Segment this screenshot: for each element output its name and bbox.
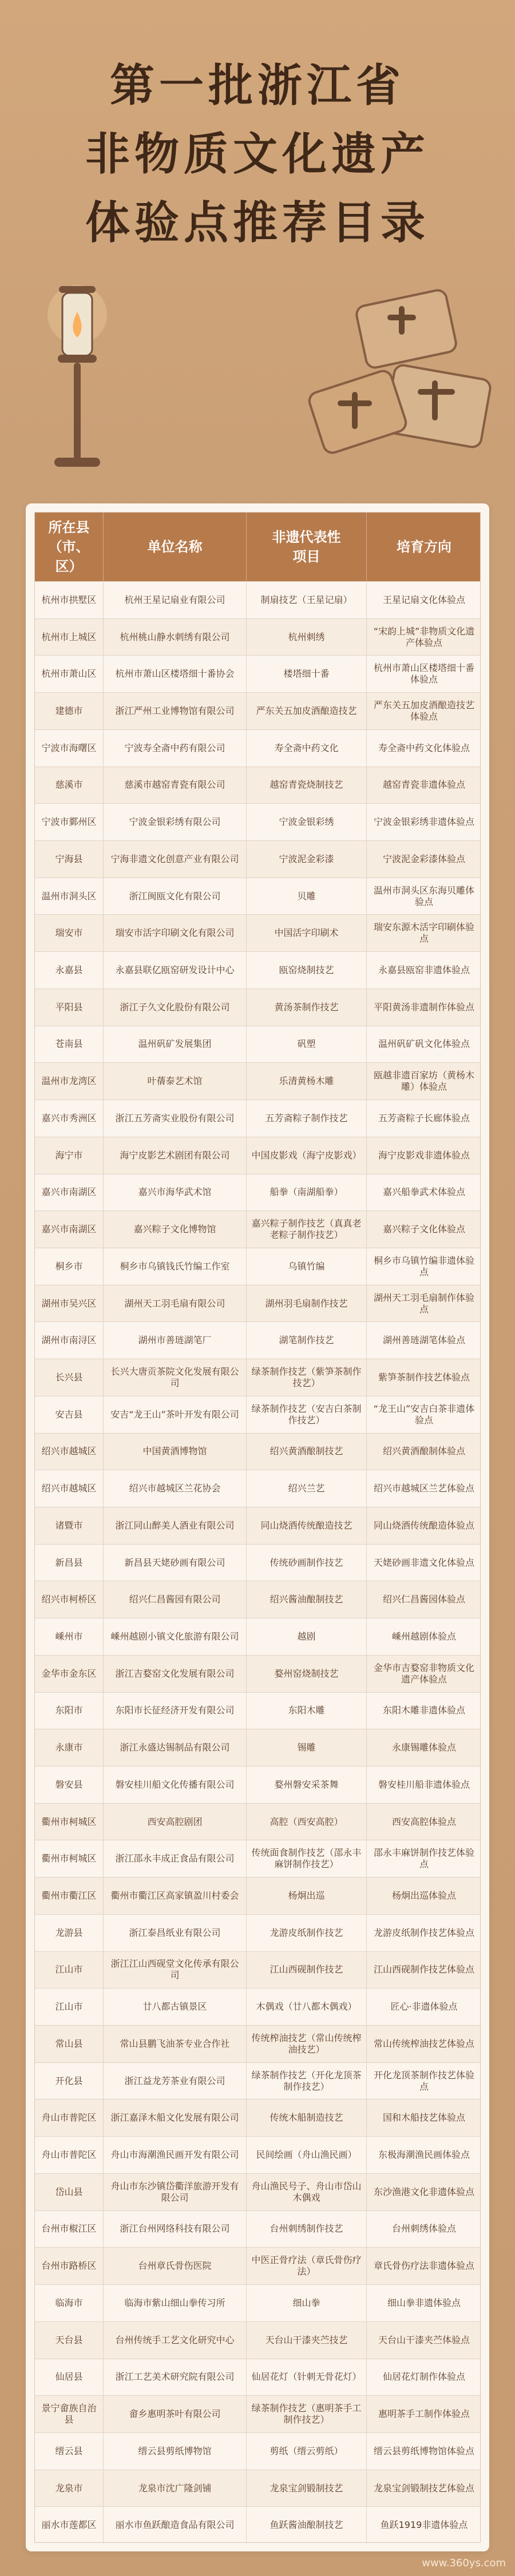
cell-county: 桐乡市	[35, 1248, 104, 1285]
cell-cultivation-direction: 严东关五加皮酒酿造技艺体验点	[373, 700, 474, 723]
cell-county: 杭州市拱墅区	[35, 582, 104, 618]
cell-county: 江山市	[35, 1988, 104, 2025]
cell-unit-name: 湖州市善琏湖笔厂	[104, 1322, 247, 1359]
cell-heritage-project: 寿全斋中药文化	[247, 730, 367, 767]
cell-heritage-project: 绿茶制作技艺（安吉白茶制作技艺）	[247, 1396, 367, 1433]
cell-county: 龙游县	[35, 1915, 104, 1951]
table-row	[35, 840, 480, 878]
cell-unit-name: 绍兴市越城区兰花协会	[104, 1470, 247, 1507]
table-row	[35, 2099, 480, 2136]
cell-county: 宁波市海曙区	[35, 730, 104, 767]
cell-cultivation-direction: 细山拳非遗体验点	[387, 2297, 461, 2308]
cell-cultivation-direction: 鱼跃1919非遗体验点	[380, 2519, 468, 2531]
table-row	[35, 2062, 480, 2099]
cell-heritage-project: 天台山干漆夹苎技艺	[247, 2322, 367, 2359]
table-row	[35, 581, 480, 618]
cell-unit-name: 宁波寿全斋中药有限公司	[104, 730, 247, 767]
cell-county: 温州市洞头区	[35, 878, 104, 915]
cell-county: 东阳市	[35, 1693, 104, 1729]
cell-unit-name: 廿八都古镇景区	[104, 1988, 247, 2025]
cell-unit-name: 舟山市东沙镇岱衢洋旅游开发有限公司	[104, 2174, 247, 2210]
table-row	[35, 2395, 480, 2432]
cell-unit-name: 海宁皮影艺术剧团有限公司	[104, 1137, 247, 1174]
cell-cultivation-direction: 永康锡雕体验点	[391, 1742, 456, 1753]
cell-cultivation-direction: 绍兴黄酒酿制体验点	[382, 1446, 465, 1457]
cell-heritage-project: 鱼跃酱油酿制技艺	[247, 2507, 367, 2543]
cell-cultivation-direction: 湖州善琏湖笔体验点	[382, 1335, 465, 1346]
table-row	[35, 2432, 480, 2470]
cell-cultivation-direction: 紫笋茶制作技艺体验点	[378, 1371, 470, 1383]
watermark: www.360ys.com	[422, 2557, 506, 2569]
table-row	[35, 2321, 480, 2359]
cell-county: 台州市椒江区	[35, 2211, 104, 2248]
cell-unit-name: 浙江五芳斋实业股份有限公司	[104, 1100, 247, 1137]
cell-heritage-project: 剪纸（缙云剪纸）	[247, 2433, 367, 2470]
cell-county: 新昌县	[35, 1545, 104, 1581]
cell-county: 杭州市萧山区	[35, 656, 104, 692]
cell-heritage-project: 乌镇竹编	[247, 1248, 367, 1285]
cell-cultivation-direction: 国和木船技艺体验点	[382, 2112, 465, 2123]
table-row	[35, 767, 480, 804]
table-row	[35, 1581, 480, 1618]
cell-cultivation-direction: 惠明茶手工制作体验点	[378, 2408, 470, 2420]
table-row	[35, 1321, 480, 1359]
cell-heritage-project: 传统面食制作技艺（邵永丰麻饼制作技艺）	[247, 1840, 367, 1877]
table-row	[35, 1655, 480, 1692]
cell-cultivation-direction: 东沙渔港文化非遗体验点	[373, 2186, 474, 2197]
cell-unit-name: 丽水市鱼跃酿造食品有限公司	[104, 2507, 247, 2543]
header-unit-name: 单位名称	[104, 513, 247, 581]
cell-heritage-project: 宁波金银彩绣	[247, 804, 367, 840]
cell-county: 嘉兴市南湖区	[35, 1211, 104, 1248]
cell-cultivation-direction: 缙云县剪纸博物馆体验点	[373, 2445, 474, 2456]
table-row	[35, 2025, 480, 2062]
cell-unit-name: 杭州桃山静水刺绣有限公司	[104, 619, 247, 656]
cell-heritage-project: 绿茶制作技艺（开化龙顶茶制作技艺）	[247, 2063, 367, 2099]
table-row	[35, 1174, 480, 1211]
cell-cultivation-direction: 嵊州越剧体验点	[391, 1630, 456, 1642]
cell-cultivation-direction: 王星记扇文化体验点	[382, 594, 465, 605]
cell-county: 缙云县	[35, 2433, 104, 2470]
cell-heritage-project: 绍兴黄酒酿制技艺	[247, 1434, 367, 1470]
cell-cultivation-direction: 常山传统榨油技艺体验点	[373, 2038, 474, 2049]
cell-cultivation-direction: 寿全斋中药文化体验点	[378, 742, 470, 753]
table-row	[35, 692, 480, 729]
cell-unit-name: 浙江吉婺窑文化发展有限公司	[104, 1656, 247, 1692]
cell-unit-name: 浙江工艺美术研究院有限公司	[104, 2359, 247, 2396]
cell-unit-name: 浙江永盛达锡制品有限公司	[104, 1729, 247, 1766]
cell-county: 舟山市普陀区	[35, 2137, 104, 2173]
cell-heritage-project: 杨炯出巡	[247, 1878, 367, 1914]
cell-cultivation-direction: 宁波泥金彩漆体验点	[382, 853, 465, 864]
cell-unit-name: 嵊州越剧小镇文化旅游有限公司	[104, 1618, 247, 1655]
cell-county: 长兴县	[35, 1359, 104, 1396]
cell-cultivation-direction: “龙王山”安吉白茶非遗体验点	[373, 1403, 475, 1426]
cell-cultivation-direction: 章氏骨伤疗法非遗体验点	[373, 2260, 474, 2272]
page-title-line-1: 第一批浙江省	[109, 60, 405, 112]
cell-heritage-project: 民间绘画（舟山渔民画）	[247, 2137, 367, 2173]
table-row	[35, 1803, 480, 1840]
cell-unit-name: 叶蒨泰艺术馆	[104, 1063, 247, 1100]
table-row	[35, 1100, 480, 1137]
cell-cultivation-direction: 匠心·非遗体验点	[390, 2001, 458, 2013]
cell-county: 海宁市	[35, 1137, 104, 1174]
cell-heritage-project: 仙居花灯（针刺无骨花灯）	[247, 2359, 367, 2396]
directory-table	[34, 512, 481, 2543]
cell-cultivation-direction: 磐安桂川船非遗体验点	[378, 1779, 470, 1790]
cell-unit-name: 永嘉县联亿瓯窑研发设计中心	[104, 952, 247, 989]
cell-county: 永嘉县	[35, 952, 104, 989]
cell-cultivation-direction: 东阳木雕非遗体验点	[382, 1705, 465, 1716]
header-county: 所在县 （市、区）	[35, 513, 104, 581]
cell-cultivation-direction: 永嘉县瓯窑非遗体验点	[378, 964, 470, 976]
cell-heritage-project: 越剧	[247, 1618, 367, 1655]
cell-heritage-project: 中国活字印刷术	[247, 915, 367, 951]
cell-heritage-project: 乐清黄杨木雕	[247, 1063, 367, 1100]
cell-county: 嘉兴市南湖区	[35, 1174, 104, 1211]
cell-heritage-project: 锡雕	[247, 1729, 367, 1766]
cell-unit-name: 安吉“龙王山”茶叶开发有限公司	[104, 1396, 247, 1433]
cell-county: 衢州市柯城区	[35, 1804, 104, 1840]
table-row	[35, 2136, 480, 2173]
table-row	[35, 1951, 480, 1988]
cell-unit-name: 湖州天工羽毛扇有限公司	[104, 1285, 247, 1322]
cell-county: 永康市	[35, 1729, 104, 1766]
cell-unit-name: 绍兴仁昌酱园有限公司	[104, 1581, 247, 1618]
cell-county: 常山县	[35, 2026, 104, 2062]
cell-county: 龙泉市	[35, 2470, 104, 2507]
cell-county: 苍南县	[35, 1026, 104, 1063]
cell-cultivation-direction: 龙泉宝剑锻制技艺体验点	[373, 2482, 474, 2494]
cell-cultivation-direction: “宋韵上城”非物质文化遗产体验点	[373, 625, 475, 648]
table-row	[35, 1766, 480, 1803]
cell-heritage-project: 楼塔细十番	[247, 656, 367, 692]
cell-heritage-project: 贝雕	[247, 878, 367, 915]
cell-unit-name: 浙江严州工业博物馆有限公司	[104, 693, 247, 729]
cell-unit-name: 东阳市长征经济开发有限公司	[104, 1693, 247, 1729]
cell-unit-name: 台州传统手工艺文化研究中心	[104, 2322, 247, 2359]
table-row	[35, 1618, 480, 1655]
cell-heritage-project: 黄汤茶制作技艺	[247, 989, 367, 1026]
cell-heritage-project: 同山烧酒传统酿造技艺	[247, 1507, 367, 1544]
page-title-line-3: 体验点推荐目录	[85, 197, 430, 249]
table-row	[35, 878, 480, 915]
cell-county: 岱山县	[35, 2174, 104, 2210]
cell-heritage-project: 龙游皮纸制作技艺	[247, 1915, 367, 1951]
cell-heritage-project: 宁波泥金彩漆	[247, 841, 367, 878]
cell-county: 台州市路桥区	[35, 2248, 104, 2284]
cell-unit-name: 衢州市衢江区高家镇盈川村委会	[104, 1878, 247, 1914]
cell-county: 丽水市莲都区	[35, 2507, 104, 2543]
cell-unit-name: 瑞安市活字印刷文化有限公司	[104, 915, 247, 951]
cell-unit-name: 杭州市萧山区楼塔细十番协会	[104, 656, 247, 692]
cell-heritage-project: 传统砂画制作技艺	[247, 1545, 367, 1581]
cell-unit-name: 浙江子久文化股份有限公司	[104, 989, 247, 1026]
cell-heritage-project: 越窑青瓷烧制技艺	[247, 767, 367, 804]
table-row	[35, 1507, 480, 1544]
table-row	[35, 803, 480, 840]
table-row	[35, 1396, 480, 1433]
cell-county: 绍兴市越城区	[35, 1434, 104, 1470]
table-row	[35, 1877, 480, 1914]
table-row	[35, 1914, 480, 1951]
cell-cultivation-direction: 邵永丰麻饼制作技艺体验点	[373, 1847, 474, 1870]
cell-heritage-project: 台州刺绣制作技艺	[247, 2211, 367, 2248]
table-row	[35, 2359, 480, 2396]
cell-cultivation-direction: 仙居花灯制作体验点	[382, 2371, 465, 2383]
cell-heritage-project: 绍兴酱油酿制技艺	[247, 1581, 367, 1618]
cell-heritage-project: 舟山渔民号子、舟山市岱山木偶戏	[247, 2174, 367, 2210]
header	[0, 0, 515, 492]
cell-cultivation-direction: 东极海潮渔民画体验点	[378, 2149, 470, 2161]
cell-county: 平阳县	[35, 989, 104, 1026]
cell-unit-name: 龙泉市沈广隆剑铺	[104, 2470, 247, 2507]
cell-cultivation-direction: 瓯越非遗百家坊（黄杨木雕）体验点	[373, 1070, 474, 1093]
cell-heritage-project: 高腔（西安高腔）	[247, 1804, 367, 1840]
table-row	[35, 1026, 480, 1063]
table-row	[35, 951, 480, 989]
cell-heritage-project: 杭州刺绣	[247, 619, 367, 656]
cell-unit-name: 缙云县剪纸博物馆	[104, 2433, 247, 2470]
cell-cultivation-direction: 绍兴仁昌酱园体验点	[382, 1594, 465, 1605]
table-row	[35, 618, 480, 656]
cell-county: 杭州市上城区	[35, 619, 104, 656]
cell-cultivation-direction: 台州刺绣体验点	[391, 2223, 456, 2234]
cell-cultivation-direction: 同山烧酒传统酿造体验点	[373, 1519, 474, 1531]
cell-county: 临海市	[35, 2285, 104, 2321]
cell-heritage-project: 中国皮影戏（海宁皮影戏）	[247, 1137, 367, 1174]
table-body	[35, 581, 480, 2543]
header-heritage-project: 非遗代表性 项目	[247, 513, 367, 581]
cell-county: 湖州市南浔区	[35, 1322, 104, 1359]
cell-county: 舟山市普陀区	[35, 2099, 104, 2136]
table-row	[35, 1137, 480, 1174]
cell-cultivation-direction: 龙游皮纸制作技艺体验点	[373, 1927, 474, 1938]
table-row	[35, 2173, 480, 2210]
cell-heritage-project: 传统榨油技艺（常山传统榨油技艺）	[247, 2026, 367, 2062]
cell-county: 天台县	[35, 2322, 104, 2359]
cell-unit-name: 浙江邵永丰成正食品有限公司	[104, 1840, 247, 1877]
chinese-character-tiles-illustration	[217, 246, 515, 486]
table-row	[35, 1729, 480, 1766]
cell-cultivation-direction: 金华市吉婺窑非物质文化遗产体验点	[373, 1662, 474, 1685]
cell-county: 开化县	[35, 2063, 104, 2099]
cell-heritage-project: 船拳（南湖船拳）	[247, 1174, 367, 1211]
cell-cultivation-direction: 天姥砂画非遗文化体验点	[373, 1557, 474, 1568]
cell-unit-name: 桐乡市乌镇钱氏竹编工作室	[104, 1248, 247, 1285]
cell-unit-name: 嘉兴市海华武术馆	[104, 1174, 247, 1211]
cell-county: 金华市金东区	[35, 1656, 104, 1692]
directory-table-card	[26, 503, 489, 2551]
cell-unit-name: 新昌县天姥砂画有限公司	[104, 1545, 247, 1581]
cell-cultivation-direction: 绍兴市越城区兰艺体验点	[373, 1483, 474, 1494]
cell-heritage-project: 婺州窑烧制技艺	[247, 1656, 367, 1692]
cell-unit-name: 畲乡惠明茶叶有限公司	[104, 2396, 247, 2432]
cell-heritage-project: 湖笔制作技艺	[247, 1322, 367, 1359]
cell-county: 瑞安市	[35, 915, 104, 951]
page-title-line-2: 非物质文化遗产	[85, 129, 430, 180]
cell-heritage-project: 五芳斋粽子制作技艺	[247, 1100, 367, 1137]
cell-county: 仙居县	[35, 2359, 104, 2396]
cell-unit-name: 舟山市海潮渔民画开发有限公司	[104, 2137, 247, 2173]
cell-unit-name: 中国黄酒博物馆	[104, 1434, 247, 1470]
cell-county: 衢州市柯城区	[35, 1840, 104, 1877]
cell-heritage-project: 绍兴兰艺	[247, 1470, 367, 1507]
table-row	[35, 2470, 480, 2507]
cell-county: 诸暨市	[35, 1507, 104, 1544]
cell-county: 慈溪市	[35, 767, 104, 804]
table-row	[35, 1470, 480, 1507]
header-cultivation-direction: 培育方向	[397, 539, 451, 555]
cell-heritage-project: 湖州羽毛扇制作技艺	[247, 1285, 367, 1322]
cell-unit-name: 嘉兴粽子文化博物馆	[104, 1211, 247, 1248]
cell-unit-name: 温州矾矿发展集团	[104, 1026, 247, 1063]
cell-cultivation-direction: 嘉兴粽子文化体验点	[382, 1224, 465, 1235]
table-row	[35, 2247, 480, 2284]
table-row	[35, 1062, 480, 1100]
cell-cultivation-direction: 开化龙顶茶制作技艺体验点	[373, 2069, 474, 2092]
cell-heritage-project: 严东关五加皮酒酿造技艺	[247, 693, 367, 729]
cell-unit-name: 常山县鹏飞油茶专业合作社	[104, 2026, 247, 2062]
table-row	[35, 1359, 480, 1396]
table-row	[35, 1840, 480, 1877]
table-row	[35, 1210, 480, 1248]
cell-heritage-project: 细山拳	[247, 2285, 367, 2321]
cell-unit-name: 台州章氏骨伤医院	[104, 2248, 247, 2284]
cell-heritage-project: 东阳木雕	[247, 1693, 367, 1729]
cell-unit-name: 浙江台州网络科技有限公司	[104, 2211, 247, 2248]
cell-unit-name: 浙江益龙芳茶业有限公司	[104, 2063, 247, 2099]
cell-county: 湖州市吴兴区	[35, 1285, 104, 1322]
cell-heritage-project: 嘉兴粽子制作技艺（真真老老粽子制作技艺）	[247, 1211, 367, 1248]
cell-unit-name: 宁波金银彩绣有限公司	[104, 804, 247, 840]
cell-heritage-project: 江山西砚制作技艺	[247, 1952, 367, 1988]
cell-county: 绍兴市柯桥区	[35, 1581, 104, 1618]
cell-cultivation-direction: 桐乡市乌镇竹编非遗体验点	[373, 1255, 474, 1277]
table-row	[35, 729, 480, 767]
cell-county: 宁海县	[35, 841, 104, 878]
cell-cultivation-direction: 温州矾矿矾文化体验点	[378, 1038, 470, 1050]
table-row	[35, 1692, 480, 1729]
table-row	[35, 2284, 480, 2321]
cell-unit-name: 长兴大唐贡茶院文化发展有限公司	[104, 1359, 247, 1396]
lamp-illustration	[31, 275, 123, 481]
cell-cultivation-direction: 嘉兴船拳武术体验点	[382, 1186, 465, 1198]
cell-heritage-project: 传统木船制造技艺	[247, 2099, 367, 2136]
cell-county: 磐安县	[35, 1767, 104, 1803]
cell-cultivation-direction: 西安高腔体验点	[391, 1816, 456, 1827]
cell-cultivation-direction: 杭州市萧山区楼塔细十番体验点	[373, 662, 474, 685]
cell-county: 绍兴市越城区	[35, 1470, 104, 1507]
cell-cultivation-direction: 五芳斋粽子长廊体验点	[378, 1112, 470, 1124]
cell-unit-name: 磐安桂川船文化传播有限公司	[104, 1767, 247, 1803]
table-row	[35, 2210, 480, 2248]
cell-county: 宁波市鄞州区	[35, 804, 104, 840]
table-row	[35, 1433, 480, 1470]
table-header	[35, 513, 480, 581]
table-row	[35, 914, 480, 951]
cell-county: 嵊州市	[35, 1618, 104, 1655]
cell-unit-name: 浙江江山西砚堂文化传承有限公司	[104, 1952, 247, 1988]
cell-county: 温州市龙湾区	[35, 1063, 104, 1100]
table-row	[35, 655, 480, 692]
cell-cultivation-direction: 瑞安东源木活字印刷体验点	[373, 922, 474, 944]
table-row	[35, 2506, 480, 2543]
cell-unit-name: 浙江同山醉美人酒业有限公司	[104, 1507, 247, 1544]
table-row	[35, 1248, 480, 1285]
cell-unit-name: 浙江嘉泽木船文化发展有限公司	[104, 2099, 247, 2136]
cell-cultivation-direction: 杨炯出巡体验点	[391, 1890, 456, 1902]
cell-cultivation-direction: 天台山干漆夹苎体验点	[378, 2334, 470, 2345]
cell-heritage-project: 龙泉宝剑锻制技艺	[247, 2470, 367, 2507]
cell-heritage-project: 中医正骨疗法（章氏骨伤疗法）	[247, 2248, 367, 2284]
cell-heritage-project: 婺州磐安采茶舞	[247, 1767, 367, 1803]
cell-unit-name: 浙江闽瓯文化有限公司	[104, 878, 247, 915]
cell-cultivation-direction: 湖州天工羽毛扇制作体验点	[373, 1292, 474, 1315]
cell-county: 衢州市衢江区	[35, 1878, 104, 1914]
cell-cultivation-direction: 平阳黄汤非遗制作体验点	[373, 1001, 474, 1013]
cell-heritage-project: 制扇技艺（王星记扇）	[247, 582, 367, 618]
cell-unit-name: 慈溪市越窑青瓷有限公司	[104, 767, 247, 804]
cell-heritage-project: 矾塑	[247, 1026, 367, 1063]
cell-unit-name: 西安高腔剧团	[104, 1804, 247, 1840]
table-row	[35, 989, 480, 1026]
cell-county: 建德市	[35, 693, 104, 729]
cell-county: 嘉兴市秀洲区	[35, 1100, 104, 1137]
cell-cultivation-direction: 越窑青瓷非遗体验点	[382, 779, 465, 791]
cell-heritage-project: 绿茶制作技艺（惠明茶手工制作技艺）	[247, 2396, 367, 2432]
cell-county: 江山市	[35, 1952, 104, 1988]
cell-cultivation-direction: 宁波金银彩绣非遗体验点	[373, 816, 474, 828]
cell-cultivation-direction: 温州市洞头区东海贝雕体验点	[373, 884, 474, 907]
table-row	[35, 1988, 480, 2025]
cell-county: 安吉县	[35, 1396, 104, 1433]
table-row	[35, 1285, 480, 1322]
cell-cultivation-direction: 海宁皮影戏非遗体验点	[378, 1149, 470, 1161]
cell-heritage-project: 绿茶制作技艺（紫笋茶制作技艺）	[247, 1359, 367, 1396]
cell-cultivation-direction: 江山西砚制作技艺体验点	[373, 1964, 474, 1975]
cell-unit-name: 杭州王星记扇业有限公司	[104, 582, 247, 618]
cell-unit-name: 浙江泰昌纸业有限公司	[104, 1915, 247, 1951]
cell-county: 景宁畲族自治县	[35, 2396, 104, 2432]
cell-heritage-project: 木偶戏（廿八都木偶戏）	[247, 1988, 367, 2025]
table-row	[35, 1544, 480, 1581]
cell-heritage-project: 瓯窑烧制技艺	[247, 952, 367, 989]
cell-unit-name: 宁海非遗文化创意产业有限公司	[104, 841, 247, 878]
cell-unit-name: 临海市紫山细山拳传习所	[104, 2285, 247, 2321]
